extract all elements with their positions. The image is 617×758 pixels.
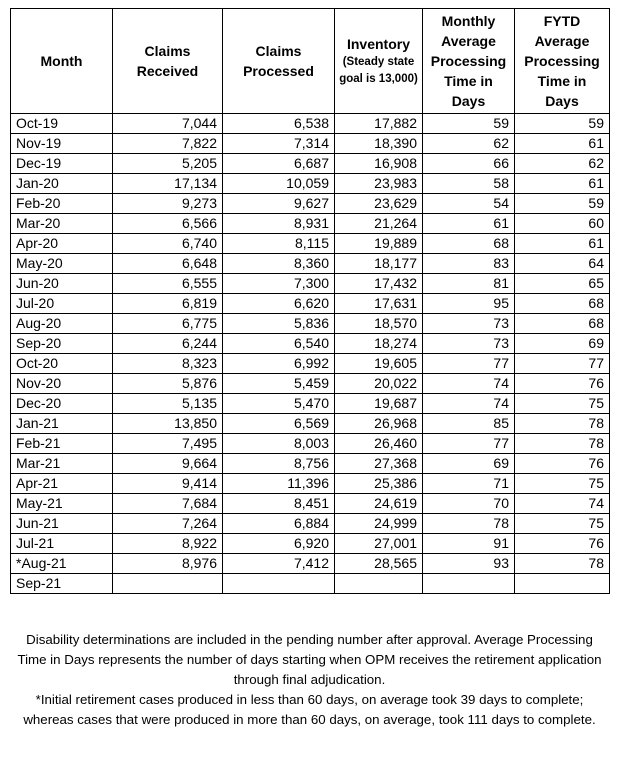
table-row	[11, 114, 610, 134]
cell-fytd-average: 61	[515, 134, 610, 154]
cell-claims-processed: 6,538	[223, 114, 335, 134]
cell-month: Oct-20	[11, 354, 113, 374]
cell-claims-received	[113, 574, 223, 594]
table-row	[11, 334, 610, 354]
cell-inventory: 18,390	[335, 134, 423, 154]
cell-inventory: 18,274	[335, 334, 423, 354]
cell-monthly-average	[423, 574, 515, 594]
cell-monthly-average: 69	[423, 454, 515, 474]
cell-monthly-average: 95	[423, 294, 515, 314]
cell-monthly-average: 74	[423, 374, 515, 394]
cell-month: Jun-20	[11, 274, 113, 294]
table-row	[11, 554, 610, 574]
cell-inventory: 26,968	[335, 414, 423, 434]
cell-month: Dec-19	[11, 154, 113, 174]
cell-inventory: 27,368	[335, 454, 423, 474]
cell-monthly-average: 93	[423, 554, 515, 574]
cell-claims-processed: 8,451	[223, 494, 335, 514]
cell-monthly-average: 70	[423, 494, 515, 514]
cell-month: Apr-20	[11, 234, 113, 254]
table-row	[11, 354, 610, 374]
cell-claims-processed: 11,396	[223, 474, 335, 494]
cell-month: Nov-19	[11, 134, 113, 154]
cell-claims-received: 6,648	[113, 254, 223, 274]
cell-month: Sep-20	[11, 334, 113, 354]
table-row	[11, 474, 610, 494]
cell-claims-processed: 8,756	[223, 454, 335, 474]
cell-monthly-average: 62	[423, 134, 515, 154]
cell-claims-processed: 5,836	[223, 314, 335, 334]
table-row	[11, 294, 610, 314]
cell-claims-processed: 8,360	[223, 254, 335, 274]
cell-inventory: 25,386	[335, 474, 423, 494]
note-initial-retirement: *Initial retirement cases produced in less than 60 days, on average took 39 days to complete; whereas cases that were produced in more than 60 days, on average, took 111 days to complete.	[23, 692, 596, 727]
cell-month: Mar-20	[11, 214, 113, 234]
cell-claims-received: 7,264	[113, 514, 223, 534]
note-disability: Disability determinations are included in the pending number after approval. Average Processing Time in Days represents the number of days starting when OPM receives the retirement application through final adjudication.	[17, 632, 602, 687]
header-month: Month	[11, 9, 113, 114]
footnotes	[10, 630, 609, 730]
cell-claims-received: 13,850	[113, 414, 223, 434]
cell-month: Feb-20	[11, 194, 113, 214]
table-row	[11, 514, 610, 534]
cell-month: *Aug-21	[11, 554, 113, 574]
cell-fytd-average: 74	[515, 494, 610, 514]
header-fytd-average: FYTD Average Processing Time in Days	[515, 9, 610, 114]
cell-inventory	[335, 574, 423, 594]
table-row	[11, 574, 610, 594]
table-row	[11, 314, 610, 334]
cell-inventory: 24,999	[335, 514, 423, 534]
cell-claims-received: 6,775	[113, 314, 223, 334]
cell-claims-processed: 7,300	[223, 274, 335, 294]
cell-monthly-average: 91	[423, 534, 515, 554]
cell-inventory: 18,570	[335, 314, 423, 334]
table-row	[11, 214, 610, 234]
table-row	[11, 154, 610, 174]
table-row	[11, 374, 610, 394]
cell-fytd-average: 68	[515, 294, 610, 314]
cell-monthly-average: 66	[423, 154, 515, 174]
cell-inventory: 19,605	[335, 354, 423, 374]
cell-monthly-average: 83	[423, 254, 515, 274]
cell-claims-received: 7,044	[113, 114, 223, 134]
cell-claims-processed: 7,412	[223, 554, 335, 574]
cell-monthly-average: 74	[423, 394, 515, 414]
cell-month: Jul-20	[11, 294, 113, 314]
cell-fytd-average: 75	[515, 514, 610, 534]
cell-fytd-average: 69	[515, 334, 610, 354]
cell-fytd-average: 78	[515, 554, 610, 574]
cell-claims-received: 6,819	[113, 294, 223, 314]
cell-inventory: 20,022	[335, 374, 423, 394]
cell-claims-received: 8,323	[113, 354, 223, 374]
cell-monthly-average: 61	[423, 214, 515, 234]
table-row	[11, 494, 610, 514]
cell-inventory: 28,565	[335, 554, 423, 574]
table-row	[11, 434, 610, 454]
cell-fytd-average: 68	[515, 314, 610, 334]
cell-month: Feb-21	[11, 434, 113, 454]
cell-claims-received: 9,273	[113, 194, 223, 214]
cell-fytd-average	[515, 574, 610, 594]
cell-claims-processed: 6,992	[223, 354, 335, 374]
cell-month: Jan-20	[11, 174, 113, 194]
cell-fytd-average: 76	[515, 534, 610, 554]
cell-inventory: 18,177	[335, 254, 423, 274]
cell-month: May-20	[11, 254, 113, 274]
table-row	[11, 134, 610, 154]
cell-claims-processed: 6,687	[223, 154, 335, 174]
cell-monthly-average: 77	[423, 354, 515, 374]
cell-claims-processed: 7,314	[223, 134, 335, 154]
cell-month: Aug-20	[11, 314, 113, 334]
cell-claims-processed: 5,459	[223, 374, 335, 394]
cell-fytd-average: 78	[515, 434, 610, 454]
cell-claims-received: 9,414	[113, 474, 223, 494]
header-claims-processed: Claims Processed	[223, 9, 335, 114]
table-row	[11, 254, 610, 274]
cell-claims-received: 7,684	[113, 494, 223, 514]
cell-claims-processed	[223, 574, 335, 594]
cell-month: Jun-21	[11, 514, 113, 534]
cell-monthly-average: 81	[423, 274, 515, 294]
cell-fytd-average: 75	[515, 474, 610, 494]
cell-claims-received: 8,922	[113, 534, 223, 554]
cell-monthly-average: 59	[423, 114, 515, 134]
header-claims-received: Claims Received	[113, 9, 223, 114]
cell-inventory: 23,629	[335, 194, 423, 214]
cell-monthly-average: 71	[423, 474, 515, 494]
cell-claims-received: 8,976	[113, 554, 223, 574]
header-inventory: Inventory (Steady state goal is 13,000)	[335, 9, 423, 114]
cell-claims-processed: 10,059	[223, 174, 335, 194]
cell-monthly-average: 78	[423, 514, 515, 534]
table-row	[11, 394, 610, 414]
cell-claims-processed: 6,569	[223, 414, 335, 434]
cell-monthly-average: 54	[423, 194, 515, 214]
cell-month: Jan-21	[11, 414, 113, 434]
cell-month: May-21	[11, 494, 113, 514]
table-row	[11, 234, 610, 254]
cell-inventory: 24,619	[335, 494, 423, 514]
cell-claims-received: 5,205	[113, 154, 223, 174]
table-row	[11, 274, 610, 294]
cell-month: Mar-21	[11, 454, 113, 474]
cell-monthly-average: 68	[423, 234, 515, 254]
claims-table	[10, 8, 610, 594]
cell-claims-received: 6,566	[113, 214, 223, 234]
cell-fytd-average: 60	[515, 214, 610, 234]
header-row	[11, 9, 610, 114]
table-row	[11, 534, 610, 554]
cell-claims-received: 5,135	[113, 394, 223, 414]
cell-claims-processed: 6,620	[223, 294, 335, 314]
cell-claims-processed: 6,920	[223, 534, 335, 554]
cell-monthly-average: 85	[423, 414, 515, 434]
cell-claims-processed: 6,540	[223, 334, 335, 354]
cell-claims-received: 6,555	[113, 274, 223, 294]
cell-fytd-average: 62	[515, 154, 610, 174]
cell-monthly-average: 73	[423, 334, 515, 354]
cell-fytd-average: 61	[515, 174, 610, 194]
cell-fytd-average: 76	[515, 374, 610, 394]
cell-fytd-average: 75	[515, 394, 610, 414]
cell-claims-received: 6,740	[113, 234, 223, 254]
cell-fytd-average: 65	[515, 274, 610, 294]
cell-inventory: 26,460	[335, 434, 423, 454]
table-body	[11, 114, 610, 594]
cell-monthly-average: 73	[423, 314, 515, 334]
cell-inventory: 19,687	[335, 394, 423, 414]
cell-monthly-average: 58	[423, 174, 515, 194]
cell-month: Nov-20	[11, 374, 113, 394]
cell-inventory: 17,631	[335, 294, 423, 314]
table-row	[11, 174, 610, 194]
cell-inventory: 21,264	[335, 214, 423, 234]
cell-inventory: 16,908	[335, 154, 423, 174]
table-row	[11, 194, 610, 214]
cell-fytd-average: 77	[515, 354, 610, 374]
table-row	[11, 414, 610, 434]
cell-inventory: 23,983	[335, 174, 423, 194]
cell-claims-processed: 9,627	[223, 194, 335, 214]
cell-claims-processed: 8,115	[223, 234, 335, 254]
cell-inventory: 17,432	[335, 274, 423, 294]
cell-fytd-average: 59	[515, 114, 610, 134]
cell-month: Jul-21	[11, 534, 113, 554]
cell-inventory: 17,882	[335, 114, 423, 134]
cell-monthly-average: 77	[423, 434, 515, 454]
cell-month: Oct-19	[11, 114, 113, 134]
cell-fytd-average: 78	[515, 414, 610, 434]
cell-claims-received: 7,822	[113, 134, 223, 154]
cell-claims-processed: 8,931	[223, 214, 335, 234]
cell-month: Apr-21	[11, 474, 113, 494]
cell-inventory: 27,001	[335, 534, 423, 554]
cell-fytd-average: 64	[515, 254, 610, 274]
cell-fytd-average: 76	[515, 454, 610, 474]
cell-claims-processed: 8,003	[223, 434, 335, 454]
cell-inventory: 19,889	[335, 234, 423, 254]
cell-claims-processed: 5,470	[223, 394, 335, 414]
cell-claims-received: 7,495	[113, 434, 223, 454]
cell-month: Sep-21	[11, 574, 113, 594]
cell-claims-received: 9,664	[113, 454, 223, 474]
table-row	[11, 454, 610, 474]
cell-month: Dec-20	[11, 394, 113, 414]
cell-claims-received: 6,244	[113, 334, 223, 354]
cell-fytd-average: 61	[515, 234, 610, 254]
header-monthly-average: Monthly Average Processing Time in Days	[423, 9, 515, 114]
cell-claims-received: 5,876	[113, 374, 223, 394]
cell-claims-processed: 6,884	[223, 514, 335, 534]
cell-claims-received: 17,134	[113, 174, 223, 194]
cell-fytd-average: 59	[515, 194, 610, 214]
